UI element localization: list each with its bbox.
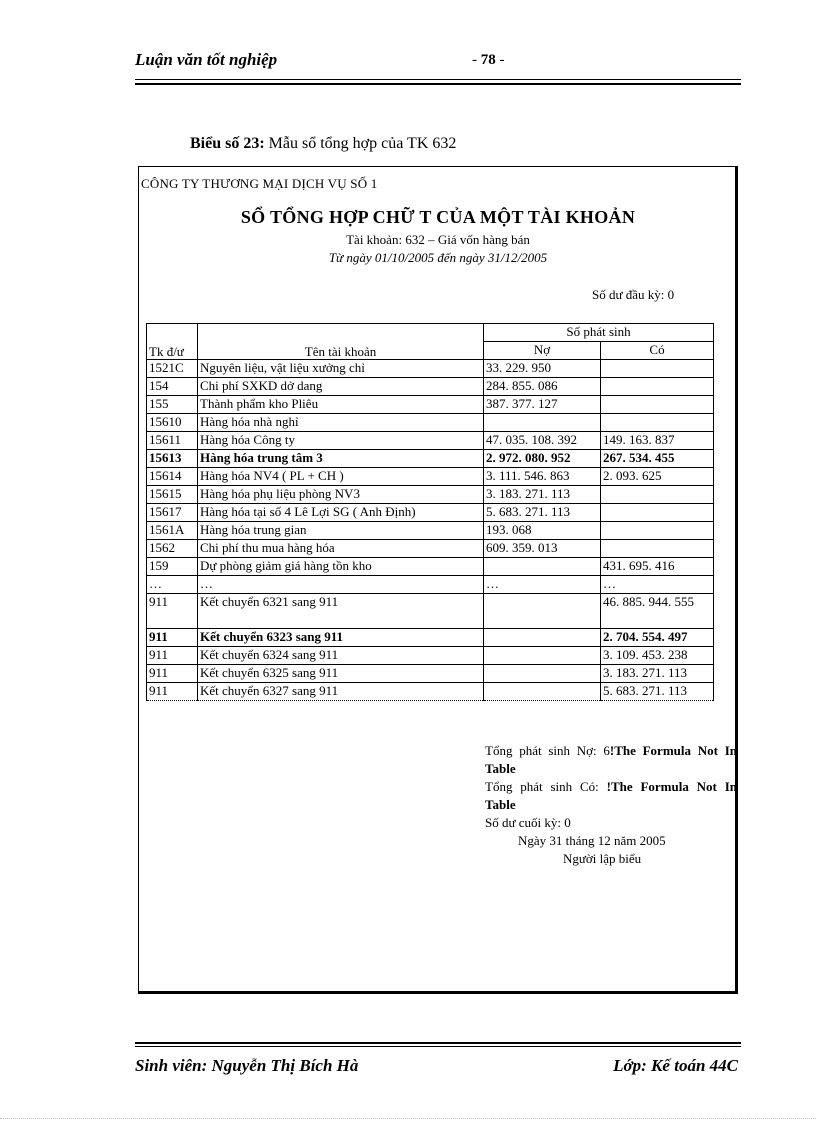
credit-total-label: Tổng phát sinh Có: <box>485 779 607 794</box>
cell-debit: 3. 111. 546. 863 <box>484 468 601 486</box>
table-row <box>147 450 714 468</box>
cell-debit: 284. 855. 086 <box>484 378 601 396</box>
company-name: CÔNG TY THƯƠNG MẠI DỊCH VỤ SỐ 1 <box>141 176 378 191</box>
cell-debit: 47. 035. 108. 392 <box>484 432 601 450</box>
table-row <box>147 378 714 396</box>
form-title: SỔ TỔNG HỢP CHỮ T CỦA MỘT TÀI KHOẢN <box>240 207 636 227</box>
footer-rule <box>135 1046 741 1047</box>
cell-account: 911 <box>147 629 198 647</box>
cell-name: Dự phòng giảm giá hàng tồn kho <box>198 558 484 576</box>
summary-block <box>485 742 737 868</box>
cell-name: Thành phẩm kho Pliêu <box>198 396 484 414</box>
table-row <box>147 629 714 647</box>
cell-account: 911 <box>147 665 198 683</box>
table-row <box>147 522 714 540</box>
col-header-credit: Có <box>601 342 714 360</box>
signer-title: Người lập biểu <box>563 851 642 866</box>
cell-credit: 46. 885. 944. 555 <box>601 594 714 629</box>
cell-account: 15617 <box>147 504 198 522</box>
credit-total <box>485 778 737 814</box>
cell-credit: 2. 093. 625 <box>601 468 714 486</box>
cell-credit: 3. 183. 271. 113 <box>601 665 714 683</box>
col-header-account: Tk đ/ư <box>147 324 198 360</box>
cell-credit: 5. 683. 271. 113 <box>601 683 714 701</box>
cell-account: 15610 <box>147 414 198 432</box>
account-line: Tài khoản: 632 – Giá vốn hàng bán <box>346 232 530 247</box>
header-title: Luận văn tốt nghiệp <box>135 50 278 69</box>
cell-account: … <box>147 576 198 594</box>
cell-credit <box>601 414 714 432</box>
cell-debit: 3. 183. 271. 113 <box>484 486 601 504</box>
cell-name: Nguyên liệu, vật liệu xưởng chỉ <box>198 360 484 378</box>
figure-caption <box>190 135 456 153</box>
table-row <box>147 468 714 486</box>
table-row <box>147 540 714 558</box>
col-header-name: Tên tài khoản <box>198 324 484 360</box>
cell-name: Kết chuyển 6321 sang 911 <box>198 594 484 629</box>
cell-debit <box>484 414 601 432</box>
cell-account: 155 <box>147 396 198 414</box>
cell-name: Hàng hóa phụ liệu phòng NV3 <box>198 486 484 504</box>
cell-credit <box>601 522 714 540</box>
cell-name: Hàng hóa Công ty <box>198 432 484 450</box>
cell-credit: 3. 109. 453. 238 <box>601 647 714 665</box>
page-number-value: 78 <box>480 52 496 68</box>
cell-debit <box>484 629 601 647</box>
ledger-table <box>146 323 714 701</box>
credit-total-value: !The Formula Not In Table <box>485 779 737 812</box>
cell-account: 15614 <box>147 468 198 486</box>
page-number <box>472 52 505 69</box>
cell-account: 911 <box>147 647 198 665</box>
cell-name: Hàng hóa tại số 4 Lê Lợi SG ( Anh Định) <box>198 504 484 522</box>
cell-account: 15615 <box>147 486 198 504</box>
cell-credit: 431. 695. 416 <box>601 558 714 576</box>
footer-class: Lớp: Kế toán 44C <box>613 1056 738 1075</box>
cell-name: Kết chuyển 6325 sang 911 <box>198 665 484 683</box>
opening-balance: Số dư đầu kỳ: 0 <box>592 287 675 302</box>
header-rule <box>135 79 741 80</box>
debit-total-value: !The Formula Not In Table <box>485 743 737 776</box>
table-row <box>147 576 714 594</box>
cell-name: Kết chuyển 6323 sang 911 <box>198 629 484 647</box>
cell-account: 154 <box>147 378 198 396</box>
cell-credit <box>601 396 714 414</box>
cell-debit: 609. 359. 013 <box>484 540 601 558</box>
cell-account: 1521C <box>147 360 198 378</box>
table-row <box>147 504 714 522</box>
cell-credit: 267. 534. 455 <box>601 450 714 468</box>
cell-name: Chi phí SXKD dở dang <box>198 378 484 396</box>
cell-debit: 193. 068 <box>484 522 601 540</box>
table-row <box>147 432 714 450</box>
table-row <box>147 683 714 701</box>
signature-date: Ngày 31 tháng 12 năm 2005 <box>518 833 666 848</box>
cell-name: … <box>198 576 484 594</box>
table-row <box>147 594 714 629</box>
cell-credit <box>601 504 714 522</box>
cell-credit <box>601 486 714 504</box>
closing-balance: Số dư cuối kỳ: 0 <box>485 815 571 830</box>
table-row <box>147 486 714 504</box>
cell-name: Hàng hóa trung tâm 3 <box>198 450 484 468</box>
cell-debit: 2. 972. 080. 952 <box>484 450 601 468</box>
table-row <box>147 360 714 378</box>
debit-total <box>485 742 737 778</box>
table-row <box>147 665 714 683</box>
cell-account: 15611 <box>147 432 198 450</box>
cell-account: 911 <box>147 594 198 629</box>
cell-debit: 5. 683. 271. 113 <box>484 504 601 522</box>
table-row <box>147 414 714 432</box>
cell-credit: … <box>601 576 714 594</box>
table-row <box>147 396 714 414</box>
debit-total-label: Tổng phát sinh Nợ: 6 <box>485 743 610 758</box>
cell-account: 911 <box>147 683 198 701</box>
cell-account: 1561A <box>147 522 198 540</box>
cell-debit <box>484 665 601 683</box>
cell-name: Chi phí thu mua hàng hóa <box>198 540 484 558</box>
cell-credit <box>601 378 714 396</box>
cell-debit <box>484 647 601 665</box>
footer-rule-thick <box>135 1042 741 1044</box>
figure-label: Biểu số 23: <box>190 135 265 152</box>
page-suffix: - <box>495 52 505 68</box>
cell-name: Hàng hóa trung gian <box>198 522 484 540</box>
date-range: Từ ngày 01/10/2005 đến ngày 31/12/2005 <box>328 250 548 265</box>
cell-credit <box>601 360 714 378</box>
cell-name: Kết chuyển 6327 sang 911 <box>198 683 484 701</box>
cell-credit: 2. 704. 554. 497 <box>601 629 714 647</box>
table-row <box>147 647 714 665</box>
cell-debit: 33. 229. 950 <box>484 360 601 378</box>
cell-account: 15613 <box>147 450 198 468</box>
header-rule-thick <box>135 83 741 85</box>
cell-credit: 149. 163. 837 <box>601 432 714 450</box>
cell-debit: … <box>484 576 601 594</box>
cell-debit <box>484 558 601 576</box>
page-prefix: - <box>472 52 481 68</box>
cell-name: Hàng hóa NV4 ( PL + CH ) <box>198 468 484 486</box>
table-row <box>147 558 714 576</box>
cell-debit <box>484 683 601 701</box>
cell-account: 159 <box>147 558 198 576</box>
page-edge-dots <box>0 1118 816 1119</box>
cell-name: Kết chuyển 6324 sang 911 <box>198 647 484 665</box>
cell-credit <box>601 540 714 558</box>
figure-text: Mẫu sổ tổng hợp của TK 632 <box>264 135 457 152</box>
cell-debit: 387. 377. 127 <box>484 396 601 414</box>
cell-account: 1562 <box>147 540 198 558</box>
cell-debit <box>484 594 601 629</box>
cell-name: Hàng hóa nhà nghỉ <box>198 414 484 432</box>
col-header-debit: Nợ <box>484 342 601 360</box>
col-header-group: Số phát sinh <box>484 324 714 342</box>
footer-student: Sinh viên: Nguyễn Thị Bích Hà <box>135 1056 359 1075</box>
